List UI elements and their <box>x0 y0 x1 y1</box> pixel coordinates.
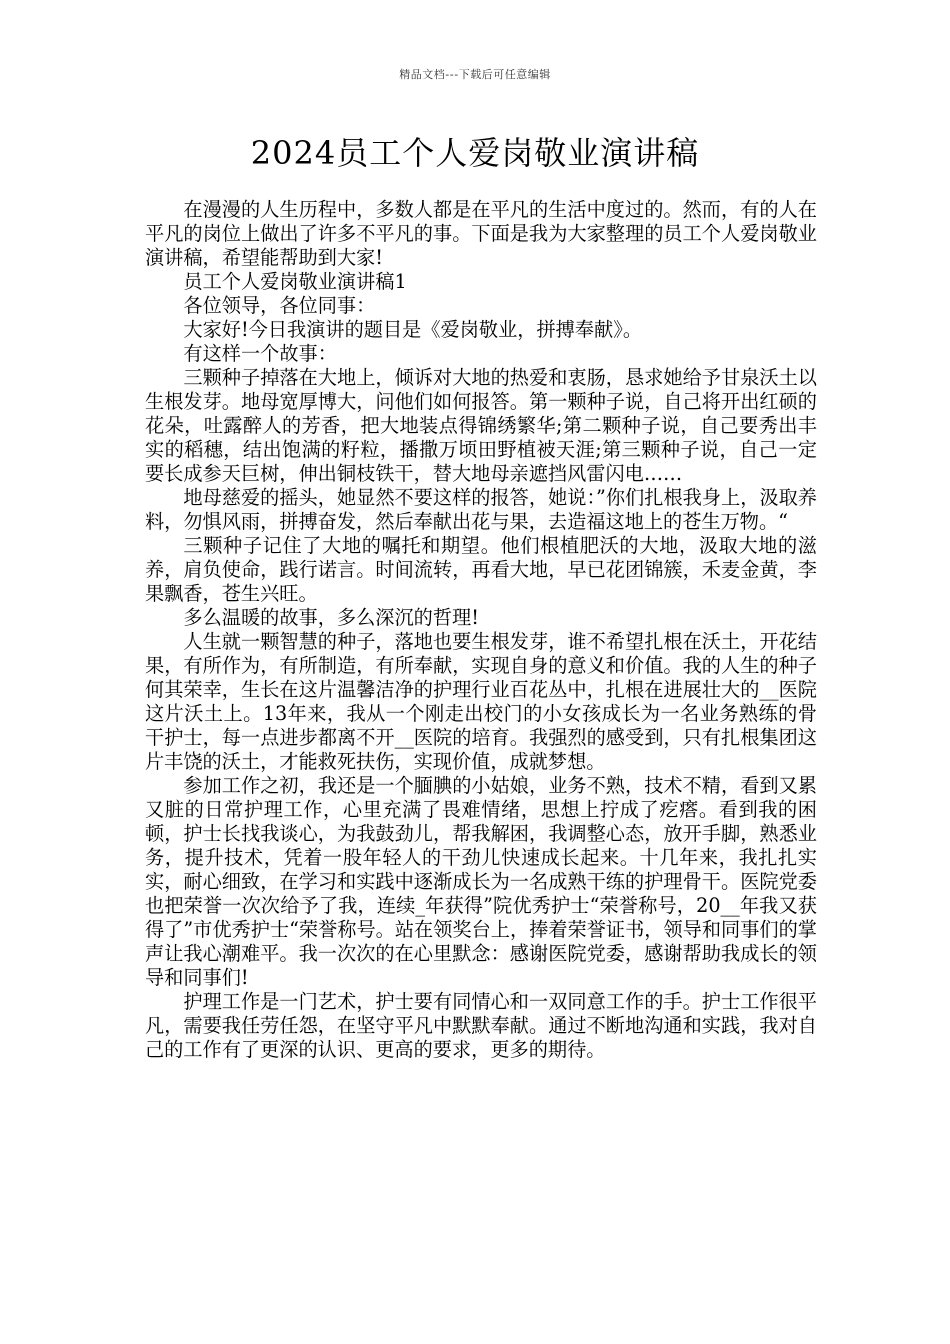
paragraph: 有这样一个故事： <box>183 342 337 365</box>
document-title: 2024员工个人爱岗敬业演讲稿 <box>250 134 700 172</box>
paragraph: 参加工作之初，我还是一个腼腆的小姑娘，业务不熟，技术不精，看到又累又脏的日常护理工作，心里充满了畏难情绪，思想上拧成了疙瘩。看到我的困顿，护士长找我谈心，为我鼓劲儿，帮我解困，我调整心态，放开手脚，熟悉业务，提升技术，凭着一股年轻人的干劲儿快速成长起来。十几年来，我扎扎实实，耐心细致，在学习和实践中逐渐成长为一名成熟干练的护理骨干。医院党委也把荣誉一次次给予了我，连续_年获得”院优秀护士“荣誉称号，20__年我又获得了”市优秀护士“荣誉称号。站在领奖台上，捧着荣誉证书，领导和同事们的掌声让我心潮难平。我一次次的在心里默念：感谢医院党委，感谢帮助我成长的领导和同事们! <box>145 774 817 989</box>
paragraph: 员工个人爱岗敬业演讲稿1 <box>183 270 407 293</box>
paragraph: 护理工作是一门艺术，护士要有同情心和一双同意工作的手。护士工作很平凡，需要我任劳任怨，在坚守平凡中默默奉献。通过不断地沟通和实践，我对自己的工作有了更深的认识、更高的要求，更多的期待。 <box>145 990 817 1061</box>
page-header: 精品文档---下载后可任意编辑 <box>399 68 551 81</box>
paragraph: 在漫漫的人生历程中，多数人都是在平凡的生活中度过的。然而，有的人在平凡的岗位上做出了许多不平凡的事。下面是我为大家整理的员工个人爱岗敬业演讲稿，希望能帮助到大家! <box>145 198 817 269</box>
paragraph: 三颗种子记住了大地的嘱托和期望。他们根植肥沃的大地，汲取大地的滋养，肩负使命，践行诺言。时间流转，再看大地，早已花团锦簇，禾麦金黄，李果飘香，苍生兴旺。 <box>145 534 817 605</box>
paragraph: 三颗种子掉落在大地上，倾诉对大地的热爱和衷肠，恳求她给予甘泉沃土以生根发芽。地母宽厚博大，问他们如何报答。第一颗种子说，自己将开出红硕的花朵，吐露醉人的芳香，把大地装点得锦绣繁华;第二颗种子说，自己要秀出丰实的稻穗，结出饱满的籽粒，播撒万顷田野植被天涯;第三颗种子说，自己一定要长成参天巨树，伸出铜枝铁干，替大地母亲遮挡风雷闪电…… <box>145 366 817 485</box>
paragraph: 人生就一颗智慧的种子，落地也要生根发芽，谁不希望扎根在沃土，开花结果，有所作为，有所制造，有所奉献，实现自身的意义和价值。我的人生的种子何其荣幸，生长在这片温馨洁净的护理行业百花丛中，扎根在进展壮大的__医院这片沃土上。13年来，我从一个刚走出校门的小女孩成长为一名业务熟练的骨干护士，每一点进步都离不开__医院的培育。我强烈的感受到，只有扎根集团这片丰饶的沃土，才能救死扶伤，实现价值，成就梦想。 <box>145 630 817 773</box>
document-body <box>145 198 817 1062</box>
paragraph: 地母慈爱的摇头，她显然不要这样的报答，她说：”你们扎根我身上，汲取养料，勿惧风雨，拼搏奋发，然后奉献出花与果，去造福这地上的苍生万物。“ <box>145 486 817 533</box>
paragraph: 各位领导，各位同事： <box>183 294 376 317</box>
paragraph: 多么温暖的故事，多么深沉的哲理! <box>183 606 479 629</box>
paragraph: 大家好!今日我演讲的题目是《爱岗敬业，拼搏奉献》。 <box>183 318 643 341</box>
